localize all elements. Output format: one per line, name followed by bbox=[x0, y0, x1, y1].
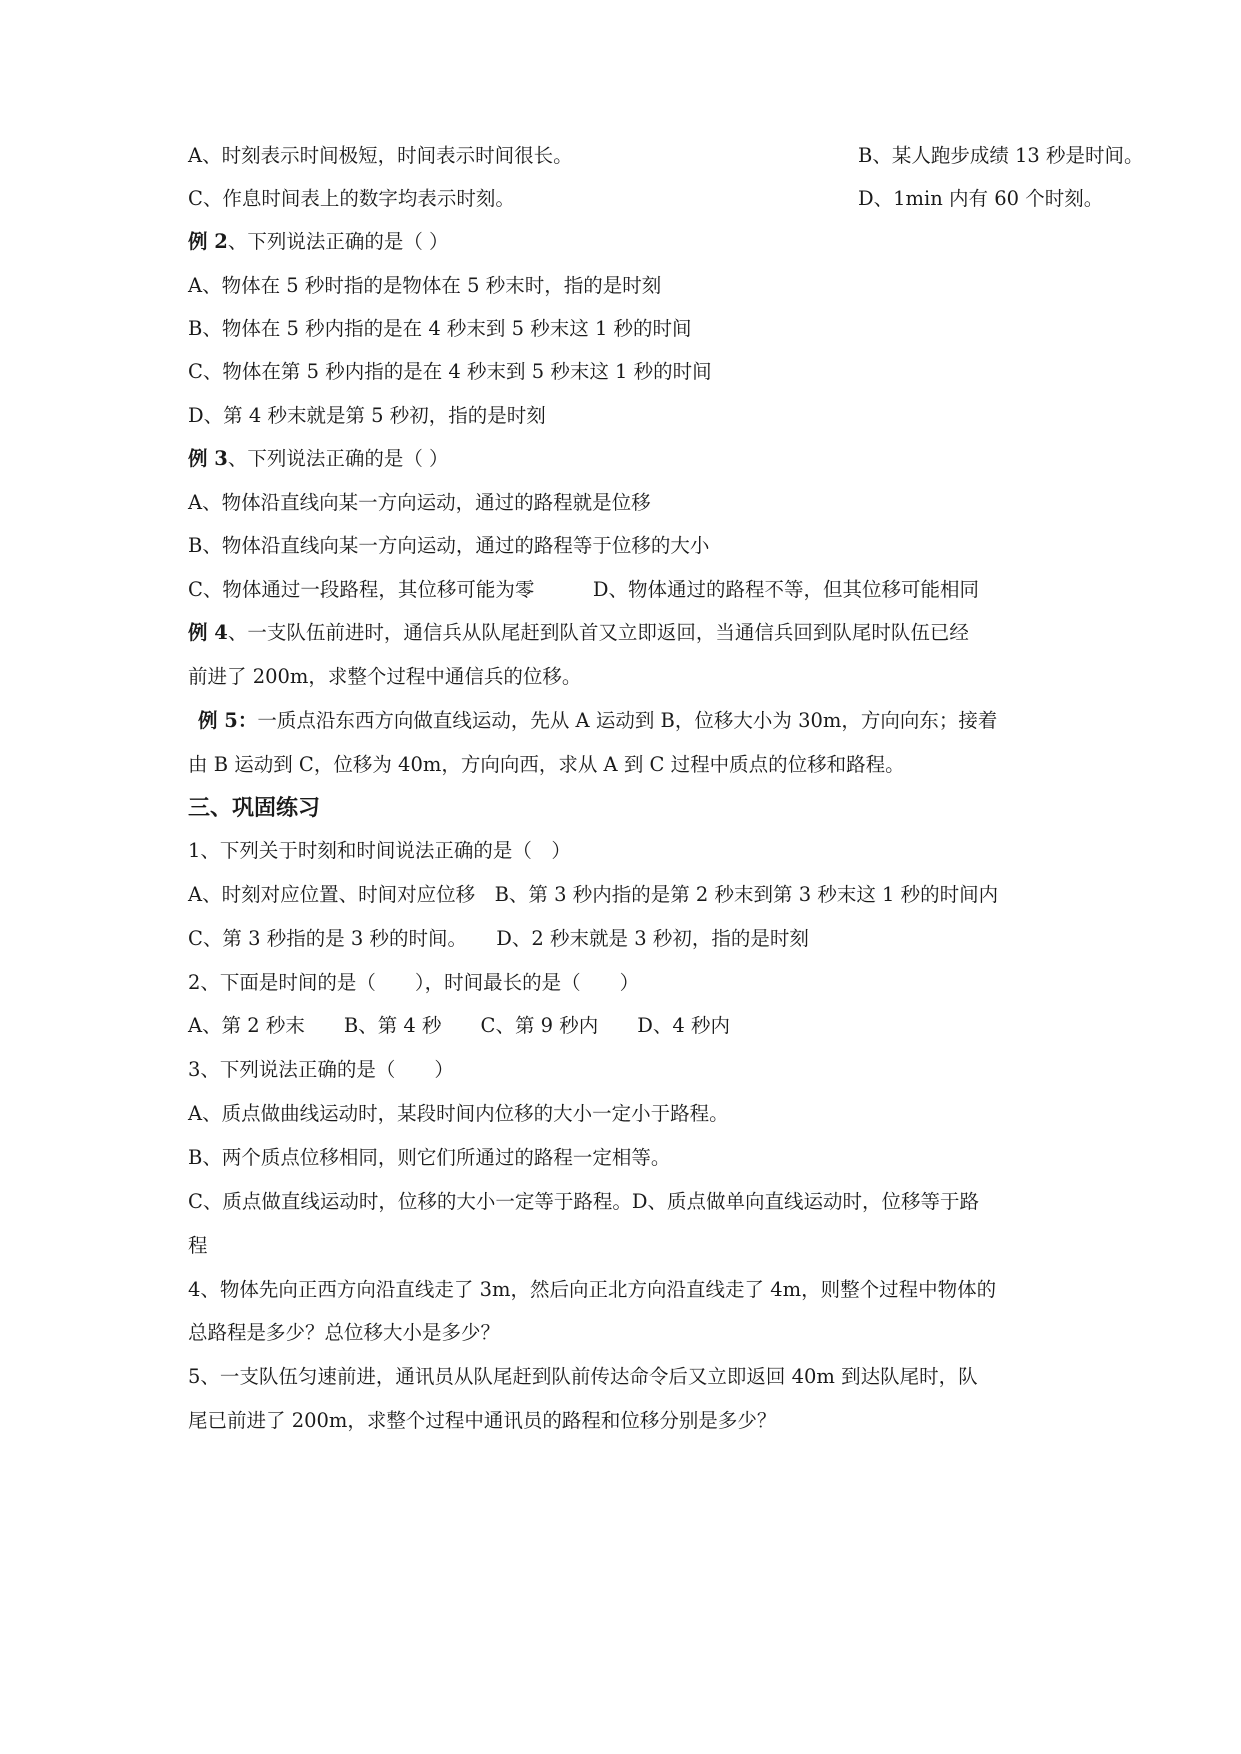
example-3-option-a: A、物体沿直线向某一方向运动，通过的路程就是位移 bbox=[188, 491, 651, 514]
exercise-3-option-a: A、质点做曲线运动时，某段时间内位移的大小一定小于路程。 bbox=[188, 1102, 729, 1125]
exercise-1-question: 1、下列关于时刻和时间说法正确的是（ ） bbox=[188, 839, 571, 862]
example-2-option-d: D、第 4 秒末就是第 5 秒初，指的是时刻 bbox=[188, 404, 546, 427]
example-2-question bbox=[188, 229, 449, 255]
option-c: C、作息时间表上的数字均表示时刻。 bbox=[188, 187, 515, 210]
example-2-option-a: A、物体在 5 秒时指的是物体在 5 秒末时，指的是时刻 bbox=[188, 274, 662, 297]
exercise-5-question: 5、一支队伍匀速前进，通讯员从队尾赶到队前传达命令后又立即返回 40m 到达队尾时，队 bbox=[188, 1365, 978, 1388]
example-4-question-cont: 前进了 200m，求整个过程中通信兵的位移。 bbox=[188, 665, 582, 688]
question-text: 、一支队伍前进时，通信兵从队尾赶到队首又立即返回，当通信兵回到队尾时队伍已经 bbox=[227, 621, 969, 644]
example-3-question bbox=[188, 446, 449, 472]
question-text: 、下列说法正确的是（ ） bbox=[227, 447, 449, 470]
option-b: B、某人跑步成绩 13 秒是时间。 bbox=[858, 144, 1144, 167]
example-5-question-cont: 由 B 运动到 C，位移为 40m，方向向西，求从 A 到 C 过程中质点的位移和路程。 bbox=[188, 753, 905, 776]
example-label: 例 5： bbox=[198, 709, 258, 732]
example-label: 例 4 bbox=[188, 621, 228, 644]
question-text: 、下列说法正确的是（ ） bbox=[227, 230, 449, 253]
exercise-1-options-ab: A、时刻对应位置、时间对应位移 B、第 3 秒内指的是第 2 秒末到第 3 秒末这 1 秒的时间内 bbox=[188, 883, 999, 906]
exercise-3-option-b: B、两个质点位移相同，则它们所通过的路程一定相等。 bbox=[188, 1146, 671, 1169]
exercise-4-question: 4、物体先向正西方向沿直线走了 3m，然后向正北方向沿直线走了 4m，则整个过程中物体的 bbox=[188, 1278, 997, 1301]
exercise-3-options-cd-cont: 程 bbox=[188, 1234, 208, 1257]
exercise-3-options-cd: C、质点做直线运动时，位移的大小一定等于路程。D、质点做单向直线运动时，位移等于路 bbox=[188, 1190, 980, 1213]
example-2-option-b: B、物体在 5 秒内指的是在 4 秒末到 5 秒末这 1 秒的时间 bbox=[188, 317, 692, 340]
q-prev-options-row-2 bbox=[188, 186, 1104, 212]
example-2-option-c: C、物体在第 5 秒内指的是在 4 秒末到 5 秒末这 1 秒的时间 bbox=[188, 360, 712, 383]
option-a: A、时刻表示时间极短，时间表示时间很长。 bbox=[188, 144, 573, 167]
exercise-1-options-cd: C、第 3 秒指的是 3 秒的时间。 D、2 秒末就是 3 秒初，指的是时刻 bbox=[188, 927, 809, 950]
example-4-question bbox=[188, 620, 969, 646]
exercise-2-question: 2、下面是时间的是（ ），时间最长的是（ ） bbox=[188, 971, 640, 994]
example-label: 例 2 bbox=[188, 230, 228, 253]
section-heading: 三、巩固练习 bbox=[188, 795, 321, 821]
exercise-3-question: 3、下列说法正确的是（ ） bbox=[188, 1058, 454, 1081]
example-3-option-b: B、物体沿直线向某一方向运动，通过的路程等于位移的大小 bbox=[188, 534, 710, 557]
exercise-4-question-cont: 总路程是多少？总位移大小是多少？ bbox=[188, 1321, 501, 1344]
exercise-2-options: A、第 2 秒末 B、第 4 秒 C、第 9 秒内 D、4 秒内 bbox=[188, 1014, 730, 1037]
example-3-options-cd: C、物体通过一段路程，其位移可能为零 D、物体通过的路程不等，但其位移可能相同 bbox=[188, 578, 980, 601]
q-prev-options-row-1 bbox=[188, 143, 1144, 169]
example-label: 例 3 bbox=[188, 447, 228, 470]
example-5-question bbox=[198, 708, 997, 734]
option-d: D、1min 内有 60 个时刻。 bbox=[858, 187, 1104, 210]
exercise-5-question-cont: 尾已前进了 200m，求整个过程中通讯员的路程和位移分别是多少？ bbox=[188, 1409, 777, 1432]
question-text: 一质点沿东西方向做直线运动，先从 A 运动到 B，位移大小为 30m，方向向东；接着 bbox=[257, 709, 998, 732]
